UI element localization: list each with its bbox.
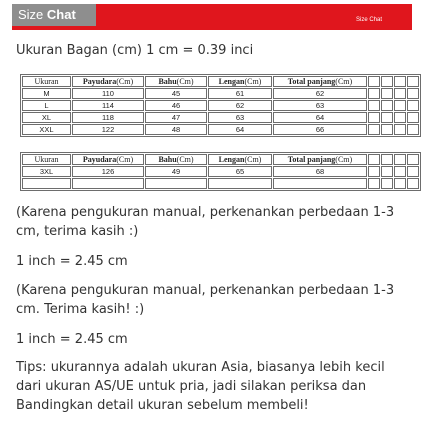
header-bold-text: Lengan bbox=[218, 77, 245, 86]
empty-cell bbox=[381, 100, 393, 111]
table-cell: 3XL bbox=[22, 166, 71, 177]
table-header-cell bbox=[273, 154, 367, 165]
empty-cell bbox=[368, 178, 380, 189]
table-header-row bbox=[22, 76, 419, 87]
table-header-cell bbox=[22, 76, 71, 87]
empty-cell bbox=[407, 124, 419, 135]
table-cell: 66 bbox=[273, 124, 367, 135]
table-cell: 126 bbox=[72, 166, 144, 177]
table-header-cell bbox=[22, 154, 71, 165]
empty-cell bbox=[407, 166, 419, 177]
table-header-cell bbox=[145, 76, 207, 87]
table-row bbox=[22, 100, 419, 111]
empty-cell bbox=[381, 166, 393, 177]
empty-cell bbox=[381, 178, 393, 189]
table-cell bbox=[22, 178, 71, 189]
table-header-cell bbox=[145, 154, 207, 165]
note-paragraph-2: (Karena pengukuran manual, perkenankan perbedaan 1-3 cm. Terima kasih! :) bbox=[16, 283, 395, 317]
header-bold-text: Bahu bbox=[158, 77, 177, 86]
size-chart-tab bbox=[12, 4, 96, 26]
header-text: Ukuran bbox=[34, 77, 59, 86]
table-cell bbox=[273, 178, 367, 189]
empty-cell bbox=[368, 166, 380, 177]
banner-tab-prefix: Size bbox=[18, 7, 47, 22]
table-header-cell bbox=[72, 76, 144, 87]
table-header-cell bbox=[208, 154, 272, 165]
header-text: (Cm) bbox=[335, 155, 353, 164]
empty-cell bbox=[381, 124, 393, 135]
empty-cell bbox=[407, 88, 419, 99]
table-cell: 49 bbox=[145, 166, 207, 177]
table-cell: L bbox=[22, 100, 71, 111]
header-text: (Cm) bbox=[244, 155, 262, 164]
empty-cell bbox=[368, 112, 380, 123]
table-cell bbox=[208, 178, 272, 189]
empty-cell bbox=[381, 112, 393, 123]
banner-tab-bold: Chat bbox=[46, 7, 76, 22]
table-cell: 122 bbox=[72, 124, 144, 135]
table-row bbox=[22, 112, 419, 123]
inch-conversion-2: 1 inch = 2.45 cm bbox=[16, 332, 128, 347]
inch-conversion-1: 1 inch = 2.45 cm bbox=[16, 254, 128, 269]
table-cell: 63 bbox=[208, 112, 272, 123]
table-cell: 62 bbox=[273, 88, 367, 99]
empty-cell bbox=[407, 76, 419, 87]
table-cell bbox=[72, 178, 144, 189]
banner-right-label: Size Chat bbox=[355, 17, 382, 23]
table-cell: M bbox=[22, 88, 71, 99]
empty-cell bbox=[394, 124, 406, 135]
header-bold-text: Total panjang bbox=[287, 77, 336, 86]
empty-cell bbox=[394, 88, 406, 99]
header-text: Ukuran bbox=[34, 155, 59, 164]
empty-cell bbox=[394, 112, 406, 123]
empty-cell bbox=[407, 112, 419, 123]
table-cell: 62 bbox=[208, 100, 272, 111]
empty-cell bbox=[394, 178, 406, 189]
table-cell: 114 bbox=[72, 100, 144, 111]
table-cell: XXL bbox=[22, 124, 71, 135]
table-cell: 46 bbox=[145, 100, 207, 111]
empty-cell bbox=[368, 124, 380, 135]
table-cell: XL bbox=[22, 112, 71, 123]
empty-cell bbox=[394, 76, 406, 87]
empty-cell bbox=[394, 100, 406, 111]
table-cell: 61 bbox=[208, 88, 272, 99]
table-row bbox=[22, 124, 419, 135]
table-cell: 118 bbox=[72, 112, 144, 123]
table-cell: 64 bbox=[273, 112, 367, 123]
table-header-cell bbox=[273, 76, 367, 87]
header-bold-text: Total panjang bbox=[287, 155, 336, 164]
header-bold-text: Payudara bbox=[82, 77, 117, 86]
table-cell bbox=[145, 178, 207, 189]
header-text: (Cm) bbox=[335, 77, 353, 86]
header-text: (Cm) bbox=[116, 77, 134, 86]
table-row bbox=[22, 178, 419, 189]
table-cell: 45 bbox=[145, 88, 207, 99]
size-chart-banner bbox=[12, 4, 412, 30]
note-paragraph-1: (Karena pengukuran manual, perkenankan perbedaan 1-3 cm, terima kasih :) bbox=[16, 205, 395, 239]
table-cell: 47 bbox=[145, 112, 207, 123]
header-text: (Cm) bbox=[244, 77, 262, 86]
header-bold-text: Payudara bbox=[82, 155, 117, 164]
intro-text: Ukuran Bagan (cm) 1 cm = 0.39 inci bbox=[16, 43, 254, 58]
table-header-cell bbox=[208, 76, 272, 87]
table-cell: 65 bbox=[208, 166, 272, 177]
empty-cell bbox=[381, 154, 393, 165]
empty-cell bbox=[407, 178, 419, 189]
empty-cell bbox=[381, 88, 393, 99]
header-text: (Cm) bbox=[176, 155, 194, 164]
empty-cell bbox=[381, 76, 393, 87]
table-row bbox=[22, 88, 419, 99]
empty-cell bbox=[368, 88, 380, 99]
table-row bbox=[22, 166, 419, 177]
empty-cell bbox=[368, 100, 380, 111]
table-cell: 64 bbox=[208, 124, 272, 135]
table-cell: 110 bbox=[72, 88, 144, 99]
header-text: (Cm) bbox=[176, 77, 194, 86]
size-table-2 bbox=[20, 152, 421, 191]
empty-cell bbox=[368, 154, 380, 165]
table-header-row bbox=[22, 154, 419, 165]
tips-paragraph: Tips: ukurannya adalah ukuran Asia, biasanya lebih kecil dari ukuran AS/UE untuk pria, jadi silakan periksa dan Bandingkan detail ukuran sebelum membeli! bbox=[16, 360, 385, 413]
empty-cell bbox=[394, 154, 406, 165]
empty-cell bbox=[368, 76, 380, 87]
header-bold-text: Bahu bbox=[158, 155, 177, 164]
empty-cell bbox=[394, 166, 406, 177]
table-cell: 68 bbox=[273, 166, 367, 177]
table-cell: 48 bbox=[145, 124, 207, 135]
empty-cell bbox=[407, 100, 419, 111]
table-header-cell bbox=[72, 154, 144, 165]
table-cell: 63 bbox=[273, 100, 367, 111]
empty-cell bbox=[407, 154, 419, 165]
header-bold-text: Lengan bbox=[218, 155, 245, 164]
size-table-1 bbox=[20, 74, 421, 137]
header-text: (Cm) bbox=[116, 155, 134, 164]
